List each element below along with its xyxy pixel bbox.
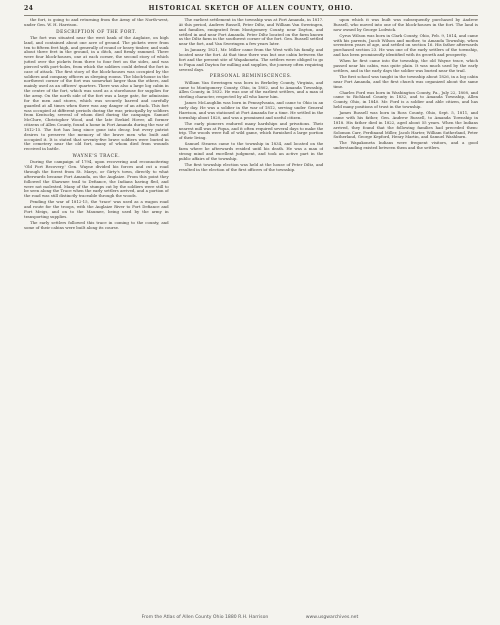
page-footer <box>0 615 500 620</box>
text-columns <box>24 18 478 607</box>
page-title: HISTORICAL SKETCH OF ALLEN COUNTY, OHIO. <box>148 5 354 12</box>
column-left <box>24 18 169 607</box>
paragraph: The early pioneers endured many hardships and privations. Their nearest mill was at Piqua, and it often required several days to make the trip. The woods were full of wild game, which furnished a large portion of their living. <box>178 120 324 141</box>
paragraph: The first township election was held at the house of Peter Diltz, and resulted in the election of the first officers of the township. <box>178 161 324 172</box>
column-middle <box>179 18 324 607</box>
paragraph: The first school was taught in the township about 1826, in a log cabin near Fort Amanda, and the first church was organized about the same time. <box>333 73 479 89</box>
paragraph: The early settlers followed this trace in coming to the county, and some of their cabins were built along its course. <box>24 219 169 230</box>
paragraph: When he first came into the township, the old Wayne trace, which passed near his cabin, was quite plain. It was much used by the early settlers, and in the early days the soldier was buried near the trail. <box>333 58 479 73</box>
paragraph: The earliest settlement in the township was at Fort Amanda, in 1817. At this period, Andrew Russell, Peter Diltz, and William Van Sweringen, and families, emigrated from Montgomery County, near Dayton, and settled in and near Fort Amanda. Peter Diltz located on the farm known as the Diltz farm in the southwest corner of the fort. Gen. Russell settled near the fort, and Van Sweringen a few years later. <box>178 18 324 47</box>
paragraph: upon which it was built was subsequently purchased by Andrew Russell, who moved into one of the block-houses in the fort. The land is now owned by George Lodwick. <box>333 18 479 32</box>
paragraph: In January, 1821, Mr. Miller came from the West with his family, and located near the fort. At that time there was but one cabin between the fort and the present site of Wapakoneta. The settlers were obliged to go to Piqua and Dayton for milling and supplies, the journey often requiring several days. <box>178 47 324 72</box>
paragraph: During the campaign of 1794, upon recovering and reconnoitering 'Old Fort Recovery,' Gen. Wayne divided his forces and cut a road through the forest from St. Marys, or Girty's town, directly to what afterwards became Fort Amanda, on the Auglaize. From this point they followed the Shawnee trail to Defiance, the Indians having fled, and were not molested. Many of the stumps cut by the soldiers were still to be seen along the Trace when the early settlers arrived, and a portion of the road was still distinctly traceable through the woods. <box>24 159 169 199</box>
paragraph: the fort, is going to and returning from the Army of the North-west, under Gen. W. H. Harrison. <box>24 18 169 27</box>
footer-url: www.usgwarchives.net <box>305 615 359 620</box>
paragraph: The fort was situated near the west bank of the Auglaize, on high land, and contained about one acre of ground. The pickets were from ten to fifteen feet high, and generally of round or heavy timber, and sunk about three feet in the ground, in a ditch, and firmly rammed. There were four block-houses, one at each corner, the second story of which jutted over the pickets from three to four feet on the sides, and was pierced with port-holes, from which the soldiers could defend the fort in case of attack. The first story of the block-houses was occupied by the soldiers and company officers as sleeping rooms. The block-house in the northwest corner of the fort was somewhat larger than the others, and mainly used as an officers' quarters. There was also a large log cabin in the centre of the fort, which was used as a storehouse for supplies for the army. On the north side of the fort was a large gate, for admission for the men and stores, which was securely barred and carefully guarded at all times when there was any danger of an attack. This fort was occupied at different periods during the war, principally by soldiers from Kentucky, several of whom died during the campaign. Samuel McClure, Christopher Wood, and the late Ezekiel Hover, all former citizens of Allen County, found a home in Fort Amanda during the war of 1812-15. The fort has long since gone into decay, but every patriot desires to preserve the memory of the brave men who built and occupied it. It is stated that seventy-five brave soldiers were buried in the cemetery near the old fort, many of whom died from wounds received in battle. <box>24 34 169 152</box>
paragraph: James McLaughlin was born in Pennsylvania, and came to Ohio in an early day. He was a soldier in the war of 1812, serving under General Harrison, and was stationed at Fort Amanda for a time. He settled in the township about 1820, and was a prominent and useful citizen. <box>178 100 324 120</box>
column-right <box>333 18 478 607</box>
paragraph: Pending the war of 1812-15, the 'trace' was used as a wagon road and route for the troops, with the Auglaize River to Fort Defiance and Fort Meigs, and on to the Maumee, being used by the army in transporting supplies. <box>24 199 169 219</box>
paragraph: James Russell was born in Ross County, Ohio, Sept. 5, 1811, and came with his father, Gen. Andrew Russell, to Amanda Township in 1818. His father died in 1822, aged about 55 years. When the Indians arrived, they found that the following families had preceded them: Solomon Carr, Ferdinand Miller, Jacob Harter, William Sutherland, Peter Sutherland, George Kepford, Henry Martin, and Samuel Washburn. <box>333 110 479 140</box>
paragraph: Charles Ford was born in Washington County, Pa., July 22, 1808, and came to Richland County in 1832, and to Amanda Township, Allen County, Ohio, in 1840. Mr. Ford is a soldier and able citizen, and has held many positions of trust in the township. <box>333 89 479 110</box>
paragraph: The Wapakoneta Indians were frequent visitors, and a good understanding existed between them and the settlers. <box>333 140 479 151</box>
section-heading: PERSONAL REMINISCENCES. <box>209 74 293 80</box>
page-number: 24 <box>24 5 34 12</box>
paragraph: Samuel Stearns came to the township in 1834, and located on the farm where he afterwards resided until his death. He was a man of strong mind and excellent judgment, and took an active part in the public affairs of the township. <box>178 141 324 161</box>
section-heading: DESCRIPTION OF THE FORT. <box>56 29 137 35</box>
footer-source: From the Atlas of Allen County Ohio 1880 R.H. Harrison <box>141 615 269 620</box>
paragraph: Cyrus Wilson was born in Clark County, Ohio, Feb. 9, 1814, and came with his parents, Jacob Wilson and mother, to Amanda Township, when seventeen years of age, and settled on section 16. His father afterwards purchased section 23. He was one of the early settlers of the township, and has been prominently identified with its growth and prosperity. <box>333 32 479 58</box>
header-rule <box>24 15 478 16</box>
paragraph: William Van Sweringen was born in Berkeley County, Virginia, and came to Montgomery County, Ohio, in 1802, and to Amanda Township, Allen County, in 1832. He was one of the earliest settlers, and a man of sterling character, respected by all who knew him. <box>178 79 324 100</box>
section-heading: WAYNE'S TRACE. <box>72 154 121 160</box>
